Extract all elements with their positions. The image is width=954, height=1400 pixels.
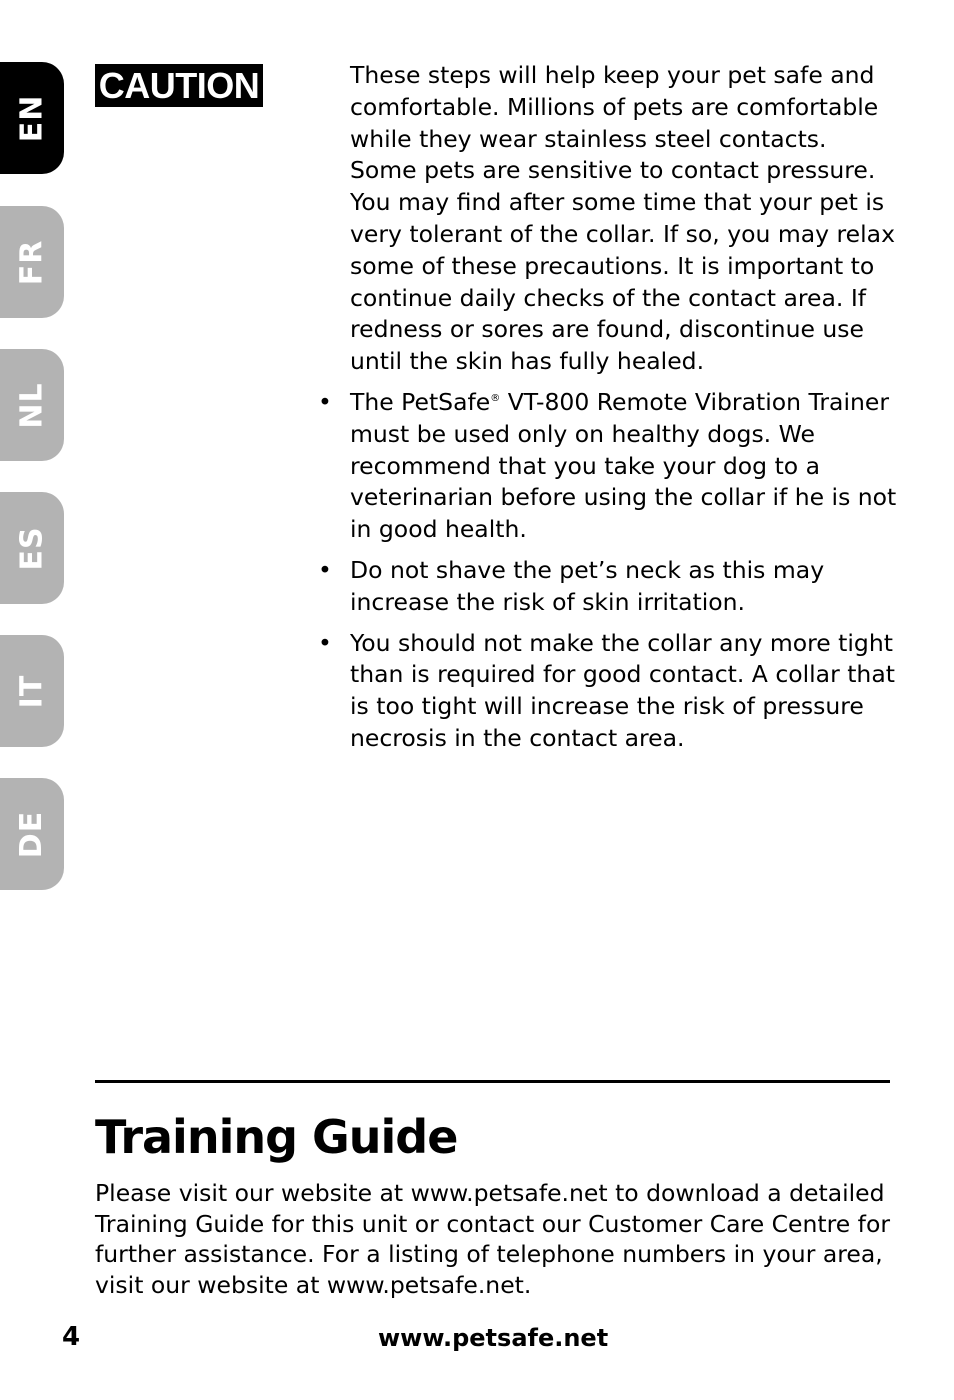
caution-content [318, 60, 898, 764]
bullet-text-before: The PetSafe [350, 387, 491, 416]
tab-es[interactable] [0, 492, 64, 604]
section-title: Training Guide [95, 1110, 458, 1164]
tab-it-label: IT [14, 674, 50, 708]
bullet-icon: • [318, 628, 332, 657]
tab-de-label: DE [14, 810, 50, 858]
caution-label: CAUTION [95, 64, 263, 107]
tab-nl-label: NL [14, 381, 50, 429]
bullet-text: You should not make the collar any more tight than is required for good contact. A collar that is too tight will increase the risk of pressure necrosis in the contact area. [350, 628, 895, 752]
list-item [318, 387, 898, 546]
tab-en[interactable] [0, 62, 64, 174]
list-item [318, 555, 898, 619]
tab-en-label: EN [14, 94, 50, 142]
bullet-icon: • [318, 387, 332, 416]
tab-es-label: ES [14, 525, 50, 571]
registered-mark: ® [490, 392, 501, 404]
tab-fr[interactable] [0, 206, 64, 318]
tab-de[interactable] [0, 778, 64, 890]
section-body: Please visit our website at www.petsafe.net to download a detailed Training Guide for this unit or contact our Customer Care Centre for further assistance. For a listing of telephone numbers in your area, visit our website at www.petsafe.net. [95, 1179, 890, 1299]
tab-it[interactable] [0, 635, 64, 747]
caution-intro: These steps will help keep your pet safe and comfortable. Millions of pets are comfortable while they wear stainless steel contacts. Some pets are sensitive to contact pressure. You may find after some time that your pet is very tolerant of the collar. If so, you may relax some of these precautions. It is important to continue daily checks of the contact area. If redness or sores are found, discontinue use until the skin has fully healed. [350, 61, 895, 376]
bullet-text-after: VT-800 Remote Vibration Trainer must be used only on healthy dogs. We recommend that you take your dog to a veterinarian before using the collar if he is not in good health. [350, 387, 897, 544]
footer-url[interactable]: www.petsafe.net [378, 1324, 609, 1352]
tab-nl[interactable] [0, 349, 64, 461]
bullet-icon: • [318, 555, 332, 584]
tab-fr-label: FR [14, 239, 50, 285]
list-item [318, 628, 898, 755]
caution-bullet-list [318, 387, 898, 755]
page-number: 4 [62, 1322, 81, 1352]
section-divider [95, 1080, 890, 1083]
bullet-text: Do not shave the pet’s neck as this may increase the risk of skin irritation. [350, 555, 825, 616]
